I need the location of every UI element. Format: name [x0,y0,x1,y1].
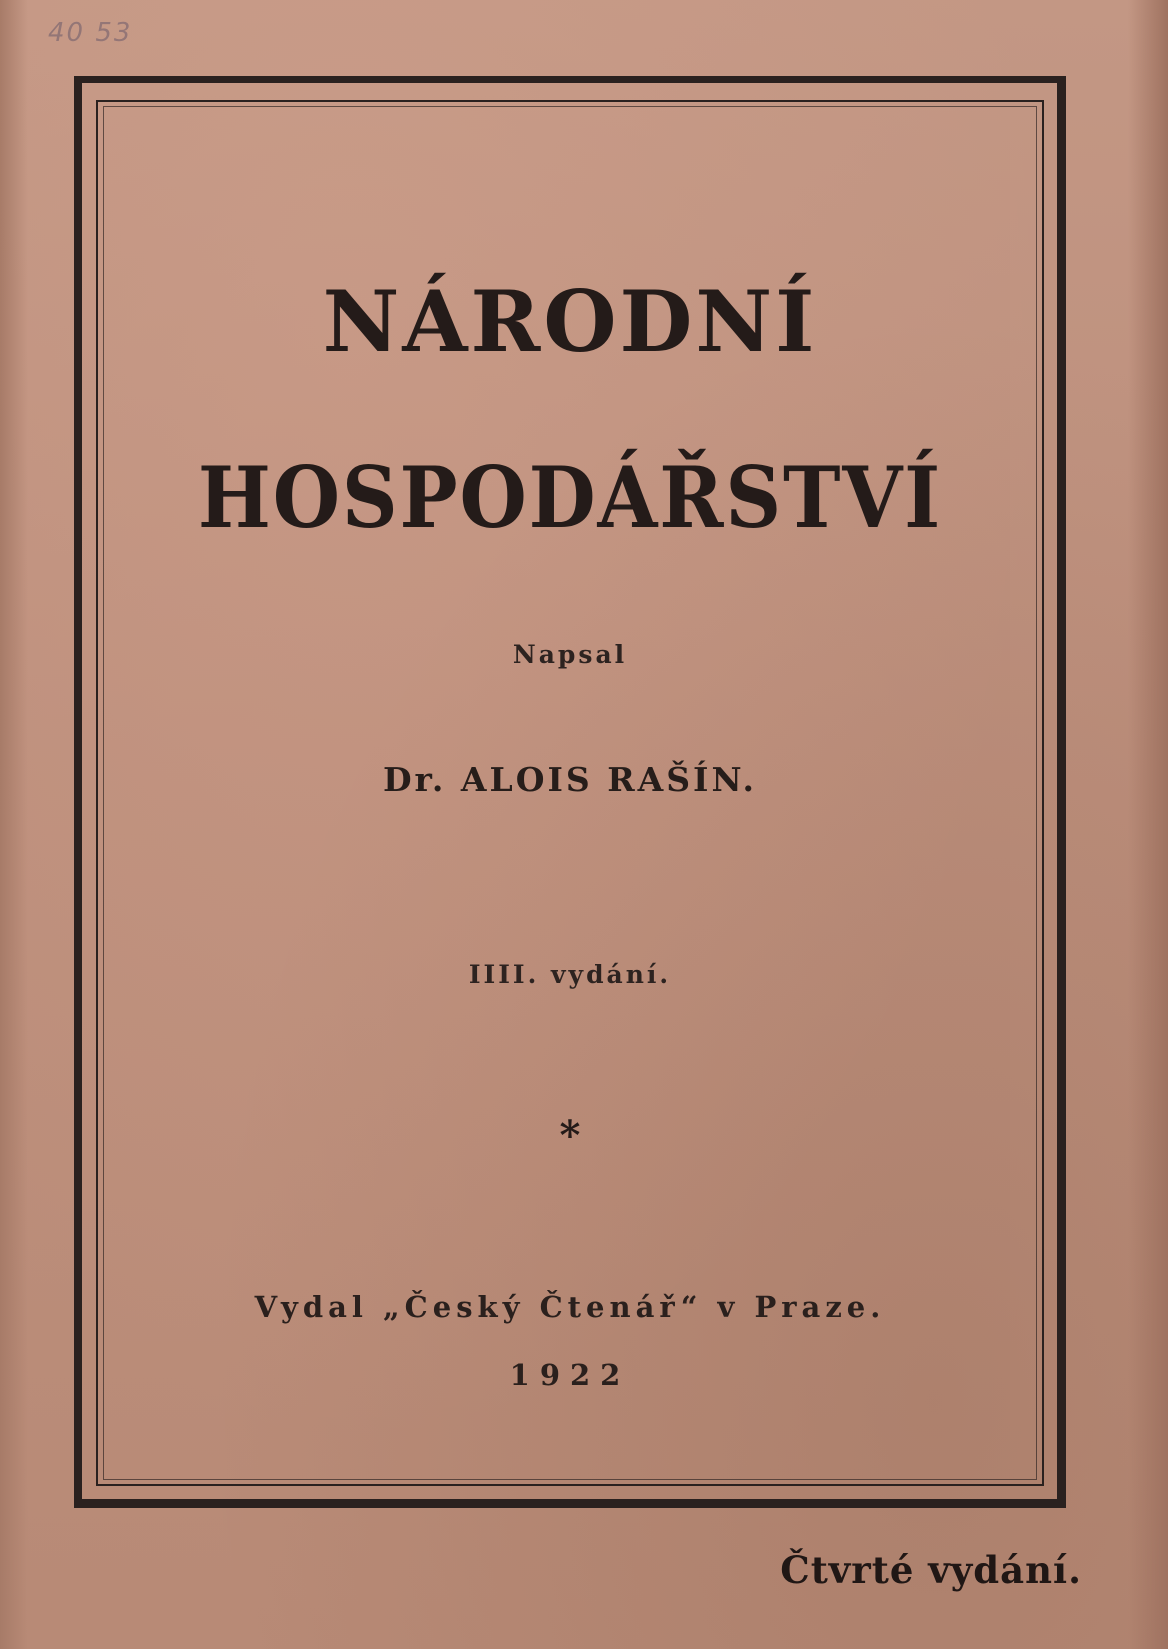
author-name: Dr. ALOIS RAŠÍN. [382,760,758,799]
edition-sticker: Čtvrté vydání. [780,1548,1082,1592]
title-line-2: HOSPODÁŘSTVÍ [197,448,943,547]
publication-year: 1922 [509,1358,631,1392]
cover-edge-right [1128,0,1168,1649]
publisher-line: Vydal „Český Čtenář“ v Praze. [254,1290,886,1324]
handwritten-mark: 40 53 [48,18,133,48]
byline-label: Napsal [512,640,628,669]
title-line-1: NÁRODNÍ [322,272,818,371]
cover-edge-left [0,0,28,1649]
edition-label: IIII. vydání. [468,960,672,989]
asterisk-ornament: * [559,1112,581,1159]
